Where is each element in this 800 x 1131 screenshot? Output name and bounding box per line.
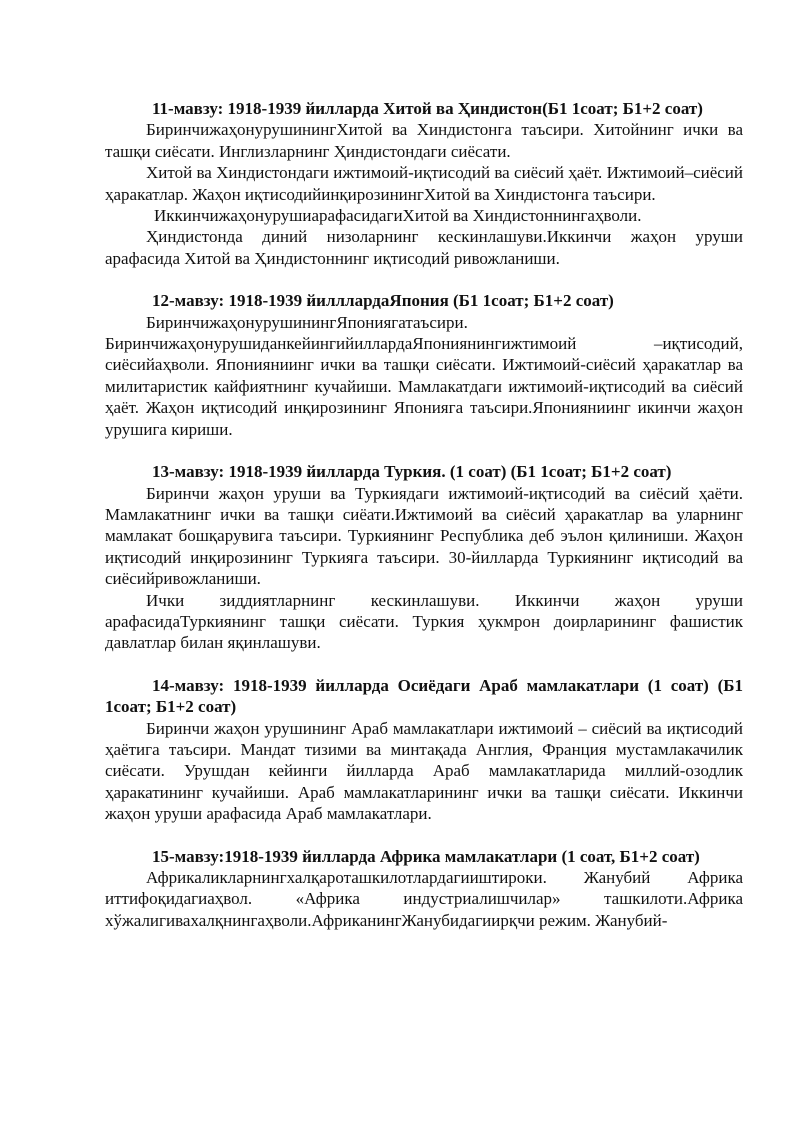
- document-body: [105, 98, 743, 952]
- topic-12-heading: 12-мавзу: 1918-1939 йилллардаЯпония (Б1 1соат; Б1+2 соат): [152, 291, 614, 311]
- topic-14-heading: 14-мавзу: 1918-1939 йилларда Осиёдаги Араб мамлакатлари (1 соат) (Б1 1соат; Б1+2 соат): [105, 675, 743, 717]
- topic-14: [105, 675, 743, 825]
- topic-11-heading: 11-мавзу: 1918-1939 йилларда Хитой ва Ҳиндистон(Б1 1соат; Б1+2 соат): [152, 99, 703, 118]
- topic-11-paragraph-2: Хитой ва Хиндистондаги ижтимоий-иқтисодий ва сиёсий ҳаёт. Ижтимоий–сиёсий ҳаракатлар. Жаҳон иқтисодийинқирозинингХитой ва Хиндистонга таъсири.: [105, 163, 743, 204]
- topic-15-heading: 15-мавзу:1918-1939 йилларда Африка мамлакатлари (1 соат, Б1+2 соат): [152, 846, 700, 866]
- topic-13-heading: 13-мавзу: 1918-1939 йилларда Туркия. (1 соат) (Б1 1соат; Б1+2 соат): [152, 462, 672, 482]
- topic-15-paragraph-1: Африкаликларнингхалқароташкилотлардагииштироки. Жанубий Африка иттифоқидагиаҳвол. «Африка индустриалишчилар» ташкилоти.Африка хўжалигивахалқнингаҳволи.АфриканингЖанубидагиирқчи режим. Жанубий-: [105, 868, 743, 930]
- topic-13-paragraph-2: Ички зиддиятларнинг кескинлашуви. Иккинчи жаҳон уруши арафасидаТуркиянинг ташқи сиёсати. Туркия ҳукмрон доирларининг фашистик давлатлар билан яқинлашуви.: [105, 590, 743, 653]
- topic-11-paragraph-4: Ҳиндистонда диний низоларнинг кескинлашуви.Иккинчи жаҳон уруши арафасида Хитой ва Ҳиндистоннинг иқтисодий ривожланиши.: [105, 227, 743, 268]
- topic-11: [105, 98, 743, 269]
- topic-11-paragraph-1: БиринчижаҳонурушинингХитой ва Хиндистонга таъсири. Хитойнинг ички ва ташқи сиёсати. Инглизларнинг Ҳиндистондаги сиёсати.: [105, 120, 743, 161]
- topic-14-paragraph-1: Биринчи жаҳон урушининг Араб мамлакатлари ижтимоий – сиёсий ва иқтисодий ҳаётига таъсири. Мандат тизими ва минтақада Англия, Франция мустамлакачилик сиёсати. Урушдан кейинги йилларда Араб мамлакатларида миллий-озодлик ҳаракатининг кучайиши. Араб мамлакатларининг ички ва ташқи сиёсати. Иккинчи жаҳон уруши арафасида Араб мамлакатлари.: [105, 718, 743, 824]
- topic-12: [105, 290, 743, 440]
- topic-15: [105, 846, 743, 932]
- topic-11-paragraph-3: ИккинчижаҳонурушиарафасидагиХитой ва Хиндистоннингаҳволи.: [154, 206, 642, 226]
- topic-13-paragraph-1: Биринчи жаҳон уруши ва Туркиядаги ижтимоий-иқтисодий ва сиёсий ҳаёти. Мамлакатнинг ички ва ташқи сиёати.Ижтимоий ва сиёсий ҳаракатлар ва уларнинг мамлакат бошқарувига таъсири. Туркиянинг Республика деб эълон қилиниши. Жаҳон иқтисодий инқирозининг Туркияга таъсири. 30-йилларда Туркиянинг иқтисодий ва сиёсийривожланиши.: [105, 483, 743, 589]
- topic-13: [105, 461, 743, 654]
- topic-12-paragraph-1: БиринчижаҳонурушинингЯпониягатаъсири. БиринчижаҳонурушиданкейингийиллардаЯпониянингижтимоий –иқтисодий, сиёсийаҳволи. Японияниинг ички ва ташқи сиёсати. Ижтимоий-сиёсий ҳаракатлар ва милитаристик кайфиятнинг кучайиши. Мамлакатдаги ижтимоий-иқтисодий ва сиёсий ҳаёт. Жаҳон иқтисодий инқирозининг Японияга таъсири.Японияниинг икинчи жаҳон урушига кириши.: [105, 312, 743, 439]
